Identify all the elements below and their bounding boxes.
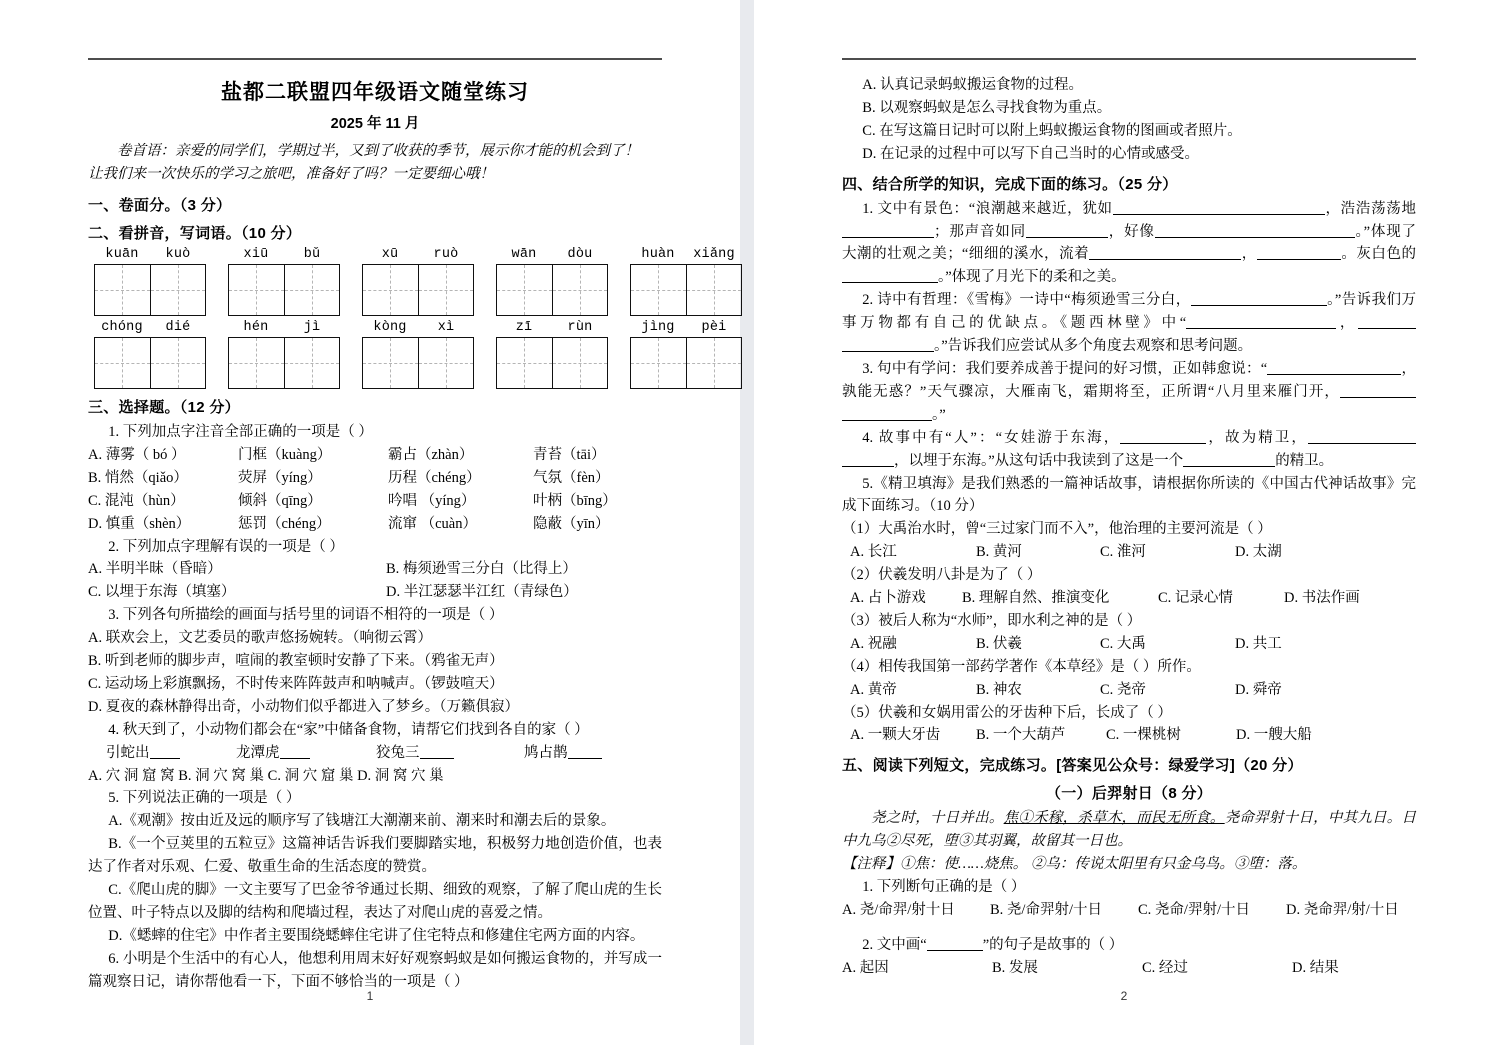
option-cell[interactable]: A. 祝融 (850, 635, 897, 652)
pinyin-label (630, 320, 742, 335)
question-4-options[interactable]: A. 穴 洞 窟 窝 B. 洞 穴 窝 巢 C. 洞 穴 窟 巢 D. 洞 窝 穴 巢 (88, 767, 444, 784)
section-5-heading: 五、阅读下列短文，完成练习。[答案见公众号：绿爱学习]（20 分） (842, 757, 1303, 775)
grid-cell[interactable] (686, 338, 742, 388)
passage-notes: 【注释】①焦：使……烧焦。 ②乌：传说太阳里有只金乌鸟。③堕：落。 (842, 856, 1307, 873)
header-rule (842, 58, 1416, 60)
idiom-blank-4[interactable] (524, 742, 602, 765)
item1-part-c: ；那声音如同 (934, 223, 1026, 240)
option-cell[interactable]: C. 尧帝 (1100, 681, 1146, 698)
option-cell[interactable]: D. 结果 (1292, 959, 1339, 976)
pinyin-syllable: wān (511, 246, 537, 262)
pinyin-syllable: huàn (641, 246, 675, 262)
pinyin-group (94, 247, 206, 316)
option-cell[interactable]: D. 书法作画 (1284, 590, 1360, 607)
item1-part-g: 。灰白色的 (1340, 246, 1417, 263)
pinyin-group (496, 320, 608, 389)
question-5-option-b[interactable]: B.《一个豆荚里的五粒豆》这篇神话告诉我们要脚踏实地，积极努力地创造价值，也表达了作者对乐观、仁爱、敬重生命的生活态度的赞赏。 (88, 836, 662, 876)
answer-blank[interactable] (1267, 374, 1401, 375)
option-cell[interactable]: 叶柄（bīng） (533, 492, 617, 509)
option-cell[interactable]: 霸占（zhàn） (388, 446, 474, 463)
option-cell[interactable]: A. 占卜游戏 (850, 590, 926, 607)
passage-part-1: 尧之时，十日并出。 (871, 810, 1004, 827)
header-rule (88, 58, 662, 60)
section-3-heading: 三、选择题。（12 分） (88, 398, 240, 416)
pinyin-label (496, 247, 608, 262)
item4-part-d: 的精卫。 (1275, 452, 1334, 469)
pinyin-label (362, 320, 474, 335)
page-2 (754, 0, 1494, 1045)
item1-part-e: 。”体现了大潮的壮观之美；“细细的溪水，流着 (842, 223, 1417, 263)
option-cell[interactable]: 青苔（tāi） (533, 446, 606, 463)
grid-cell[interactable] (418, 338, 474, 388)
pinyin-syllable: zī (515, 319, 533, 335)
pinyin-group (496, 247, 608, 316)
passage-underlined-sentence: 焦①禾稼，杀草木，而民无所食。 (1003, 810, 1225, 827)
grid-cell[interactable] (552, 338, 608, 388)
grid-cell[interactable] (418, 265, 474, 315)
pinyin-syllable: xū (381, 246, 399, 262)
q2-stem-part-a: 2. 文中画“ (862, 936, 927, 953)
idiom-blank-1[interactable] (106, 742, 236, 765)
pinyin-label (94, 320, 206, 335)
question-4-idiom-row (88, 742, 662, 765)
grid-cell[interactable] (363, 338, 418, 388)
pinyin-group (228, 320, 340, 389)
grid-cell[interactable] (150, 338, 206, 388)
question-5-stem: 5. 下列说法正确的一项是（ ） (108, 790, 301, 807)
question-1-stem: 1. 下列加点字注音全部正确的一项是（ ） (108, 423, 373, 440)
answer-blank[interactable] (1113, 214, 1325, 215)
item3-part-a: 3. 句中有学问：我们要养成善于提问的好习惯，正如韩愈说：“ (862, 360, 1268, 377)
reading-question-1-options (842, 899, 1416, 922)
answer-blank[interactable] (1308, 443, 1416, 444)
option-cell[interactable]: C. 一棵桃树 (1106, 727, 1181, 744)
section-1-heading: 一、卷面分。（3 分） (88, 196, 232, 214)
answer-blank[interactable] (568, 758, 602, 759)
grid-cell[interactable] (552, 265, 608, 315)
sub-question-2-options (842, 587, 1416, 610)
answer-blank[interactable] (1358, 328, 1416, 329)
grid-cell[interactable] (284, 265, 340, 315)
pinyin-syllable: kuò (165, 246, 191, 262)
option-cell[interactable]: D. 半江瑟瑟半江红（青绿色） (386, 584, 578, 601)
option-cell[interactable]: 历程（chéng） (388, 469, 481, 486)
pinyin-group (630, 320, 742, 389)
answer-blank[interactable] (1183, 466, 1275, 467)
q2-stem-part-b: ”的句子是故事的（ ） (982, 936, 1124, 953)
pinyin-label (228, 247, 340, 262)
section-2-heading: 二、看拼音，写词语。（10 分） (88, 224, 302, 242)
sub-question-3-stem: （3）被后人称为“水师”，即水利之神的是（ ） (842, 612, 1142, 629)
q6-option-b[interactable]: B. 以观察蚂蚁是怎么寻找食物为重点。 (862, 99, 1112, 116)
option-cell[interactable]: 倾斜（qīng） (238, 492, 322, 509)
sub-question-1-options (842, 541, 1416, 564)
writing-grid[interactable] (630, 337, 742, 389)
section-4-heading: 四、结合所学的知识，完成下面的练习。（25 分） (842, 175, 1178, 193)
pinyin-syllable: dié (165, 319, 191, 335)
writing-grid[interactable] (496, 337, 608, 389)
writing-grid[interactable] (362, 337, 474, 389)
option-cell[interactable]: C. 大禹 (1100, 635, 1146, 652)
writing-grid[interactable] (94, 264, 206, 316)
question-3-option-c[interactable]: C. 运动场上彩旗飘扬，不时传来阵阵鼓声和呐喊声。（锣鼓喧天） (88, 675, 504, 692)
question-1-row-c (88, 490, 662, 513)
grid-cell[interactable] (631, 265, 686, 315)
question-5-option-d[interactable]: D.《蟋蟀的住宅》中作者主要围绕蟋蟀住宅讲了住宅特点和修建住宅两方面的内容。 (108, 927, 645, 944)
option-cell[interactable]: 气氛（fèn） (533, 469, 610, 486)
section4-item-1 (842, 198, 1416, 290)
item2-part-c: ， (1336, 315, 1359, 332)
answer-blank[interactable] (1026, 237, 1108, 238)
idiom-text: 鸠占鹊 (524, 744, 568, 761)
sub-question-4-stem: （4）相传我国第一部药学著作《本草经》是（ ）所作。 (842, 658, 1201, 675)
section4-item-5-stem: 5.《精卫填海》是我们熟悉的一篇神话故事，请根据你所读的《中国古代神话故事》完成下面练习。（10 分） (842, 475, 1416, 515)
answer-blank[interactable] (842, 351, 934, 352)
option-cell[interactable]: D. 共工 (1235, 635, 1282, 652)
item1-part-h: 。”体现了月光下的柔和之美。 (938, 269, 1126, 286)
option-cell[interactable]: D. 慎重（shèn） (88, 515, 191, 532)
question-3-option-d[interactable]: D. 夏夜的森林静得出奇，小动物们似乎都进入了梦乡。（万籁俱寂） (88, 698, 519, 715)
option-cell[interactable]: B. 尧/命羿射/十日 (990, 902, 1102, 918)
pinyin-syllable: kuān (105, 246, 139, 262)
answer-blank[interactable] (1340, 397, 1416, 398)
idiom-blank-2[interactable] (236, 742, 376, 765)
sub-question-2-stem: （2）伏羲发明八卦是为了（ ） (842, 567, 1042, 584)
question-2-row-2 (88, 581, 662, 604)
item1-part-b: ，浩浩荡荡地 (1324, 200, 1417, 217)
answer-blank[interactable] (280, 758, 310, 759)
pinyin-syllable: xì (437, 319, 455, 335)
pinyin-syllable: jìng (641, 319, 675, 335)
passage-part-2: 尧命羿射十日，中其九日。日中九乌②尽死，堕③其羽翼，故留其一日也。 (842, 810, 1417, 850)
option-cell[interactable]: C. 尧命/羿射/十日 (1138, 902, 1250, 918)
pinyin-group (630, 247, 742, 316)
question-2-row-1 (88, 558, 662, 581)
pinyin-group (362, 247, 474, 316)
grid-cell[interactable] (229, 265, 284, 315)
question-2-stem: 2. 下列加点字理解有误的一项是（ ） (108, 538, 344, 555)
question-6-stem: 6. 小明是个生活中的有心人，他想利用周末好好观察蚂蚁是如何搬运食物的，并写成一篇观察日记，请你帮他看一下，下面不够恰当的一项是（ ） (88, 950, 662, 990)
item2-part-d: 。”告诉我们应尝试从多个角度去观察和思考问题。 (934, 338, 1253, 355)
item1-part-a: 1. 文中有景色：“浪潮越来越近，犹如 (862, 200, 1113, 217)
reading-question-2-options (842, 957, 1416, 980)
intro-paragraph (88, 140, 662, 187)
option-cell[interactable]: B. 一个大葫芦 (976, 727, 1066, 744)
grid-cell[interactable] (686, 265, 742, 315)
grid-cell[interactable] (631, 338, 686, 388)
answer-blank[interactable] (842, 282, 938, 283)
writing-grid[interactable] (94, 337, 206, 389)
grid-cell[interactable] (229, 338, 284, 388)
item4-part-a: 4. 故事中有“人”：“女娃游于东海， (862, 429, 1121, 446)
passage-text (842, 807, 1416, 853)
option-cell[interactable]: 吟唱 （yíng） (388, 492, 476, 509)
option-cell[interactable]: D. 一艘大船 (1236, 727, 1312, 744)
question-5-option-a[interactable]: A.《观潮》按由近及远的顺序写了钱塘江大潮潮来前、潮来时和潮去后的景象。 (108, 813, 616, 830)
reading-question-2-stem (842, 934, 1416, 957)
option-cell[interactable]: C. 经过 (1142, 959, 1188, 976)
grid-cell[interactable] (497, 338, 552, 388)
answer-blank[interactable] (842, 237, 934, 238)
sub-question-1-stem: （1）大禹治水时，曾“三过家门而不入”，他治理的主要河流是（ ） (842, 521, 1272, 538)
option-cell[interactable]: B. 发展 (992, 959, 1038, 976)
option-cell[interactable]: B. 悄然（qiǎo） (88, 469, 188, 486)
answer-blank[interactable] (150, 758, 180, 759)
option-cell[interactable]: 荧屏（yíng） (238, 469, 322, 486)
pinyin-syllable: pèi (701, 319, 727, 335)
option-cell[interactable]: D. 尧命羿/射/十日 (1286, 902, 1399, 918)
question-1-row-b (88, 467, 662, 490)
sub-question-5-options (842, 724, 1416, 747)
document-date: 2025 年 11 月 (330, 116, 420, 132)
item2-part-a: 2. 诗中有哲理：《雪梅》一诗中“梅须逊雪三分白， (862, 292, 1191, 309)
option-cell[interactable]: B. 梅须逊雪三分白（比得上） (386, 561, 577, 578)
option-cell[interactable]: 门框（kuàng） (238, 446, 332, 463)
pinyin-row-1 (88, 246, 735, 316)
option-cell[interactable]: D. 舜帝 (1235, 681, 1282, 698)
sub-question-3-options (842, 633, 1416, 656)
question-1-row-a (88, 444, 662, 467)
pinyin-label (362, 247, 474, 262)
question-3-option-b[interactable]: B. 听到老师的脚步声，喧闹的教室顿时安静了下来。（鸦雀无声） (88, 653, 504, 670)
option-cell[interactable]: A. 长江 (850, 544, 897, 561)
pinyin-syllable: rùn (567, 319, 593, 335)
section4-item-4 (842, 427, 1416, 473)
pinyin-syllable: xiū (243, 246, 269, 262)
option-cell[interactable]: A. 半明半昧（昏暗） (88, 561, 222, 578)
option-cell[interactable]: 隐蔽（yīn） (533, 515, 610, 532)
option-cell[interactable]: D. 太湖 (1235, 544, 1282, 561)
answer-blank[interactable] (1120, 443, 1206, 444)
pinyin-syllable: jì (303, 319, 321, 335)
question-3-option-a[interactable]: A. 联欢会上，文艺委员的歌声悠扬婉转。（响彻云霄） (88, 630, 432, 647)
pinyin-syllable: chóng (101, 319, 143, 335)
page-number-2: 2 (1120, 989, 1128, 1003)
pinyin-label (496, 320, 608, 335)
intro-line-2: 让我们来一次快乐的学习之旅吧，准备好了吗？一定要细心哦！ (88, 166, 494, 183)
writing-grid[interactable] (228, 337, 340, 389)
option-cell[interactable]: 惩罚（chéng） (238, 515, 331, 532)
option-cell[interactable]: B. 黄河 (976, 544, 1022, 561)
writing-grid[interactable] (496, 264, 608, 316)
answer-blank[interactable] (420, 758, 454, 759)
grid-cell[interactable] (95, 338, 150, 388)
option-cell[interactable]: A. 黄帝 (850, 681, 897, 698)
pinyin-syllable: hén (243, 319, 269, 335)
writing-grid[interactable] (228, 264, 340, 316)
answer-blank[interactable] (1089, 259, 1241, 260)
question-3-stem: 3. 下列各句所描绘的画面与括号里的词语不相符的一项是（ ） (108, 607, 504, 624)
q6-option-a[interactable]: A. 认真记录蚂蚁搬运食物的过程。 (862, 77, 1084, 93)
pinyin-syllable: kòng (373, 319, 407, 335)
section4-item-3 (842, 358, 1416, 427)
option-cell[interactable]: C. 记录心情 (1158, 590, 1233, 607)
pinyin-label (228, 320, 340, 335)
option-cell[interactable]: B. 神农 (976, 681, 1022, 698)
pinyin-group (362, 320, 474, 389)
sub-question-5-stem: （5）伏羲和女娲用雷公的牙齿种下后，长成了（ ） (842, 704, 1172, 721)
pinyin-syllable: bǔ (303, 246, 321, 262)
idiom-text: 引蛇出 (106, 744, 150, 761)
idiom-text: 龙潭虎 (236, 744, 280, 761)
answer-blank[interactable] (1155, 237, 1355, 238)
question-5-option-c[interactable]: C.《爬山虎的脚》一文主要写了巴金爷爷通过长期、细致的观察，了解了爬山虎的生长位置、叶子特点以及脚的结构和爬墙过程，表达了对爬山虎的喜爱之情。 (88, 882, 662, 921)
option-cell[interactable]: A. 尧/命羿/射十日 (842, 902, 955, 918)
answer-blank[interactable] (1191, 305, 1327, 306)
answer-blank[interactable] (842, 466, 894, 467)
writing-grid[interactable] (362, 264, 474, 316)
item4-part-c: ，以埋于东海。”从这句话中我读到了这是一个 (894, 452, 1184, 469)
sub-question-4-options (842, 679, 1416, 702)
option-cell[interactable]: A. 起因 (842, 959, 889, 976)
grid-cell[interactable] (284, 338, 340, 388)
page-1 (0, 0, 740, 1045)
answer-blank[interactable] (1186, 328, 1336, 329)
option-cell[interactable]: A. 薄雾（ bó ） (88, 446, 186, 463)
page-number-1: 1 (366, 989, 374, 1003)
option-cell[interactable]: C. 淮河 (1100, 544, 1146, 561)
option-cell[interactable]: B. 理解自然、推演变化 (962, 590, 1110, 607)
option-cell[interactable]: A. 一颗大牙齿 (850, 727, 941, 744)
pinyin-syllable: xiǎng (693, 246, 735, 262)
option-cell[interactable]: 流窜 （cuàn） (388, 515, 477, 532)
option-cell[interactable]: C. 混沌（hùn） (88, 492, 185, 509)
grid-cell[interactable] (95, 265, 150, 315)
question-1-row-d (88, 513, 662, 536)
idiom-blank-3[interactable] (376, 742, 524, 765)
item3-part-c: 。” (932, 406, 946, 423)
pinyin-syllable: dòu (567, 246, 593, 262)
pinyin-label (630, 247, 742, 262)
item3-part-b: ，孰能无惑？”天气骤凉，大雁南飞，霜期将至，正所谓“八月里来雁门开， (842, 360, 1417, 400)
page-title: 盐都二联盟四年级语文随堂练习 (221, 81, 529, 104)
item4-part-b: ，故为精卫， (1206, 429, 1308, 446)
pinyin-row-2 (88, 319, 727, 389)
item1-part-d: ，好像 (1107, 223, 1155, 240)
pinyin-label (94, 247, 206, 262)
question-4-stem: 4. 秋天到了，小动物们都会在“家”中储备食物，请帮它们找到各自的家（ ） (108, 721, 589, 738)
pinyin-group (94, 320, 206, 389)
reading-question-1-stem: 1. 下列断句正确的是（ ） (862, 879, 1026, 896)
grid-cell[interactable] (363, 265, 418, 315)
option-cell[interactable]: B. 伏羲 (976, 635, 1022, 652)
item2-part-b: 。”告诉我们万事万物都有自己的优缺点。《题西林壁》中“ (842, 292, 1416, 332)
intro-line-1: 卷首语：亲爱的同学们，学期过半，又到了收获的季节，展示你才能的机会到了！ (117, 143, 639, 159)
grid-cell[interactable] (497, 265, 552, 315)
section4-item-2 (842, 289, 1416, 358)
idiom-text: 狡兔三 (376, 744, 420, 761)
answer-blank[interactable] (1257, 259, 1341, 260)
writing-grid[interactable] (630, 264, 742, 316)
section-5-subheading: （一）后羿射日（8 分） (1045, 785, 1213, 803)
q6-option-d[interactable]: D. 在记录的过程中可以写下自己当时的心情或感受。 (862, 145, 1200, 162)
q6-option-c[interactable]: C. 在写这篇日记时可以附上蚂蚁搬运食物的图画或者照片。 (862, 122, 1242, 139)
pinyin-group (228, 247, 340, 316)
answer-blank[interactable] (927, 950, 983, 951)
answer-blank[interactable] (842, 420, 932, 421)
grid-cell[interactable] (150, 265, 206, 315)
item1-part-f: ， (1241, 246, 1257, 263)
option-cell[interactable]: C. 以埋于东海（填塞） (88, 584, 236, 601)
pinyin-syllable: ruò (433, 246, 459, 262)
